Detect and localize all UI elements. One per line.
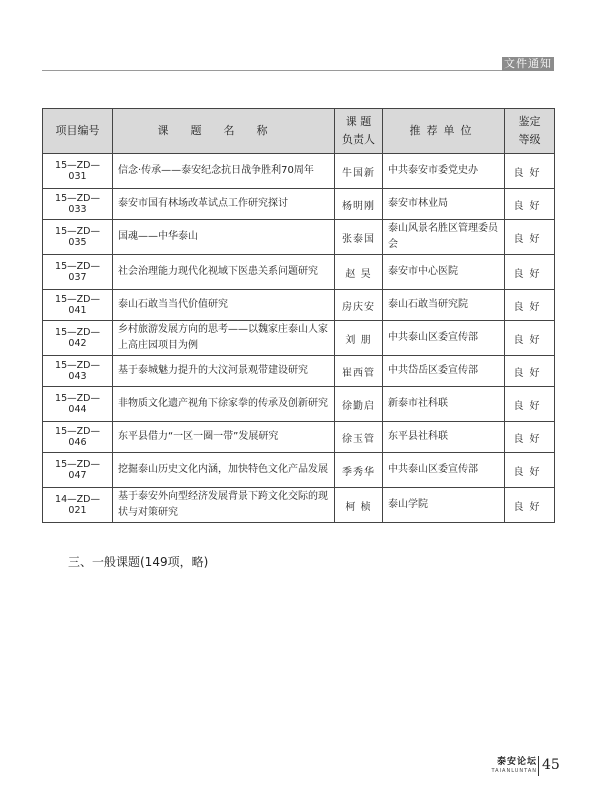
table-row <box>43 453 555 488</box>
magazine-logo <box>481 757 537 775</box>
cell-code: 15—ZD—042 <box>43 321 113 356</box>
table-row <box>43 488 555 523</box>
table-row <box>43 154 555 189</box>
cell-grade: 良好 <box>505 154 555 189</box>
cell-title: 信念·传承——泰安纪念抗日战争胜利70周年 <box>113 154 335 189</box>
cell-grade: 良好 <box>505 290 555 321</box>
cell-unit: 泰山学院 <box>383 488 505 523</box>
table-row <box>43 290 555 321</box>
cell-unit: 中共泰山区委宣传部 <box>383 453 505 488</box>
cell-unit: 新泰市社科联 <box>383 387 505 422</box>
cell-unit: 泰山风景名胜区管理委员会 <box>383 220 505 255</box>
cell-leader: 徐勤启 <box>335 387 383 422</box>
cell-leader: 柯 桢 <box>335 488 383 523</box>
cell-code: 15—ZD—044 <box>43 387 113 422</box>
table-row <box>43 387 555 422</box>
cell-code: 15—ZD—031 <box>43 154 113 189</box>
cell-code: 15—ZD—046 <box>43 422 113 453</box>
header-rule <box>42 70 502 71</box>
table-row <box>43 220 555 255</box>
cell-unit: 中共泰山区委宣传部 <box>383 321 505 356</box>
cell-code: 15—ZD—033 <box>43 189 113 220</box>
cell-leader: 季秀华 <box>335 453 383 488</box>
cell-unit: 中共泰安市委党史办 <box>383 154 505 189</box>
table-row <box>43 255 555 290</box>
cell-leader: 徐玉管 <box>335 422 383 453</box>
cell-grade: 良好 <box>505 387 555 422</box>
cell-leader: 张泰国 <box>335 220 383 255</box>
magazine-roman-name: TAIANLUNTAN <box>491 768 537 774</box>
cell-grade: 良好 <box>505 356 555 387</box>
cell-grade: 良好 <box>505 220 555 255</box>
cell-code: 15—ZD—043 <box>43 356 113 387</box>
table-header-row <box>43 109 555 154</box>
table-row <box>43 189 555 220</box>
cell-grade: 良好 <box>505 255 555 290</box>
cell-leader: 杨明刚 <box>335 189 383 220</box>
cell-grade: 良好 <box>505 321 555 356</box>
table-row <box>43 321 555 356</box>
cell-title: 乡村旅游发展方向的思考——以魏家庄泰山人家上高庄园项目为例 <box>113 321 335 356</box>
cell-title: 基于泰城魅力提升的大汶河景观带建设研究 <box>113 356 335 387</box>
cell-title: 国魂——中华泰山 <box>113 220 335 255</box>
header-grade-line-2: 等级 <box>518 133 541 146</box>
cell-title: 泰山石敢当当代价值研究 <box>113 290 335 321</box>
cell-grade: 良好 <box>505 189 555 220</box>
cell-code: 15—ZD—041 <box>43 290 113 321</box>
cell-unit: 东平县社科联 <box>383 422 505 453</box>
cell-title: 基于泰安外向型经济发展背景下跨文化交际的现状与对策研究 <box>113 488 335 523</box>
cell-title: 非物质文化遗产视角下徐家拳的传承及创新研究 <box>113 387 335 422</box>
cell-leader: 牛国新 <box>335 154 383 189</box>
cell-grade: 良好 <box>505 488 555 523</box>
section-tab: 文件通知 <box>504 57 552 70</box>
cell-grade: 良好 <box>505 453 555 488</box>
cell-code: 14—ZD—021 <box>43 488 113 523</box>
section-heading: 三、一般课题(149项，略) <box>68 555 209 569</box>
header-unit: 推荐单位 <box>383 109 505 154</box>
cell-unit: 中共岱岳区委宣传部 <box>383 356 505 387</box>
cell-title: 泰安市国有林场改革试点工作研究探讨 <box>113 189 335 220</box>
magazine-name: 泰安论坛 <box>496 757 537 767</box>
cell-leader: 刘 朋 <box>335 321 383 356</box>
header-code: 项目编号 <box>43 109 113 154</box>
header-leader-line-1: 课 题 <box>345 115 372 128</box>
cell-code: 15—ZD—037 <box>43 255 113 290</box>
cell-title: 社会治理能力现代化视域下医患关系问题研究 <box>113 255 335 290</box>
footer-divider <box>538 756 539 776</box>
cell-code: 15—ZD—035 <box>43 220 113 255</box>
header-grade-line-1: 鉴定 <box>518 115 541 128</box>
cell-code: 15—ZD—047 <box>43 453 113 488</box>
header-grade <box>505 109 555 154</box>
cell-leader: 房庆安 <box>335 290 383 321</box>
cell-title: 东平县借力“一区一圈一带”发展研究 <box>113 422 335 453</box>
cell-unit: 泰山石敢当研究院 <box>383 290 505 321</box>
cell-grade: 良好 <box>505 422 555 453</box>
cell-unit: 泰安市林业局 <box>383 189 505 220</box>
page-number: 45 <box>542 757 560 773</box>
header-title: 课题名称 <box>113 109 335 154</box>
results-table <box>42 108 555 523</box>
table-row <box>43 356 555 387</box>
cell-leader: 赵 昊 <box>335 255 383 290</box>
cell-title: 挖掘泰山历史文化内涵，加快特色文化产品发展 <box>113 453 335 488</box>
table-row <box>43 422 555 453</box>
cell-unit: 泰安市中心医院 <box>383 255 505 290</box>
header-leader-line-2: 负责人 <box>342 133 375 146</box>
cell-leader: 崔西管 <box>335 356 383 387</box>
header-leader <box>335 109 383 154</box>
